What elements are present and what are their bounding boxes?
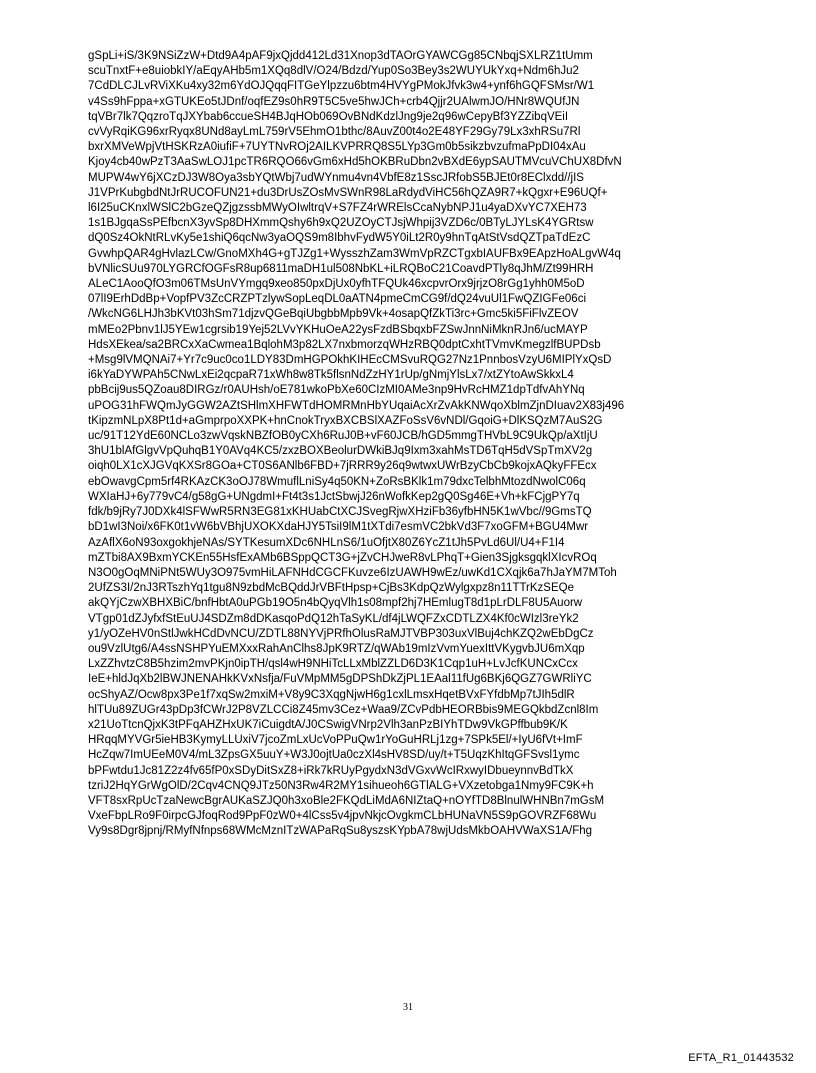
text-line: uPOG31hFWQmJyGGW2AZtSHlmXHFWTdHOMRMnHbYUqaiAcXrZvAkKNWqoXblmZjnDIuav2X83j496 bbox=[88, 399, 625, 412]
text-line: tKipzmNLpX8Pt1d+aGmprpoXXPK+hnCnokTryxBXCBSlXAZFoSsV6vNDl/GqoiG+DlKSQzM7AuS2G bbox=[88, 414, 603, 427]
text-line: Vy9s8Dgr8jpnj/RMyfNfnps68WMcMznITzWAPaRqSu8yszsKYpbA78wjUdsMkbOAHVWaXS1A/Fhg bbox=[88, 825, 593, 838]
text-line: ou9VzlUtg6/A4ssNSHPYuEMXxxRahAnClhs8JpK9RTZ/qWAb19mIzVvmYuexIttVKygvbJU6mXqp bbox=[88, 642, 585, 655]
text-line: oiqh0LX1cXJGVqKXSr8GOa+CT0S6ANlb6FBD+7jRRR9y26q9wtwxUWrBzyCbCb9kojxAQkyFFEcx bbox=[88, 460, 597, 473]
text-line: 07lI9ErhDdBp+VopfPV3ZcCRZPTzlywSopLeqDL0aATN4pmeCmCG9f/dQ24vuUl1FwQZIGFe06ci bbox=[88, 293, 587, 306]
text-line: hlTUu89ZUGr43pDp3fCWrJ2P8VZLCCi8Z45mv3Cez+Waa9/ZCvPdbHEORBbis9MEGQkbdZcnl8Im bbox=[88, 703, 599, 716]
text-line: GvwhpQAR4gHvlazLCw/GnoMXh4G+gTJZg1+WysszhZam3WmVpRZCTgxbIAUFBx9EApzHoALgvW4q bbox=[88, 247, 621, 260]
text-line: ebOwavgCpm5rf4RKAzCK3oOJ78WmuflLniSy4q50KN+ZoRsBKlk1m79dxcTelbhMtozdNwolC06q bbox=[88, 475, 586, 488]
text-line: bPFwtdu1Jc81Z2z4fv65fP0xSDyDitSxZ8+iRk7kRUyPgydxN3dVGxvWcIRxwyIDbueynnvBdTkX bbox=[88, 764, 574, 777]
text-line: 1s1BJgqaSsPEfbcnX3yvSp8DHXmmQshy6h9xQ2UZOyCTJsjWhpij3VZD6c/0BTyLJYLsK4YGRtsw bbox=[88, 217, 594, 230]
text-line: HRqqMYVGr5ieHB3KymyLLUxiV7jcoZmLxUcVoPPuQw1rYoGuHRLj1zg+7SPk5El/+IyU6fVt+ImF bbox=[88, 734, 583, 747]
text-line: bVNlicSUu970LYGRCfOGFsR8up6811maDH1ul508NbKL+iLRQBoC21CoavdPTly8qJhM/Zt99HRH bbox=[88, 262, 594, 275]
page-number: 31 bbox=[403, 1002, 413, 1013]
text-line: ocShyAZ/Ocw8px3Pe1f7xqSw2mxiM+V8y9C3XqgNjwH6g1cxlLmsxHqetBVxFYfdbMp7tJIh5dlR bbox=[88, 688, 575, 701]
text-line: mZTbi8AX9BxmYCKEn55HsfExAMb6BSppQCT3G+jZvCHJweR8vLPhqT+Gien3SjgksgqklXIcvROq bbox=[88, 551, 597, 564]
text-line: akQYjCzwXBHXBiC/bnfHbtA0uPGb19O5n4bQyqVlh1s08mpf2hj7HEmlugT8d1pLrDLF8U5Auorw bbox=[88, 597, 583, 610]
text-line: 3hU1blAfGlgvVpQuhqB1Y0AVq4KC5/zxzBOXBeolurDWkiBJq9Ixm3xahMsTD6TqH5dVSpTmXV2g bbox=[88, 445, 593, 458]
text-line: J1VPrKubgbdNtJrRUCOFUN21+du3DrUsZOsMvSWnR98LaRdydViHC56hQZA9R7+kQgxr+E96UQf+ bbox=[88, 186, 608, 199]
text-line: 2UfZS3I/2nJ3RTszhYq1tgu8N9zbdMcBQddJrVBFtHpsp+CjBs3KdpQzWylgxpz8n11TTrKzSEQe bbox=[88, 582, 574, 595]
text-line: VFT8sxRpUcTzaNewcBgrAUKaSZJQ0h3xoBle2FKQdLiMdA6NIZtaQ+nOYfTD8BlnulWHNBn7mGsM bbox=[88, 794, 605, 807]
text-line: VxeFbpLRo9F0irpcGJfoqRod9PpF0zW0+4lCss5v4jpvNkjcOvgkmCLbHUNaVN5S9pGOVRZF68Wu bbox=[88, 810, 597, 823]
text-line: Kjoy4cb40wPzT3AaSwLOJ1pcTR6RQO66vGm6xHd5hOKBRuDbn2vBXdE6ypSAUTMVcuVChUX8DfvN bbox=[88, 156, 622, 169]
encoded-text-block bbox=[88, 49, 728, 840]
text-line: tzriJ2HqYGrWgOlD/2Cqv4CNQ9JTz50N3Rw4R2MY1sihueoh6GTlALG+VXzetobga1Nmy9FC9K+h bbox=[88, 779, 594, 792]
text-line: bD1wI3Noi/x6FK0t1vW6bVBhjUXOKXdaHJY5TsiI9lM1tXTdi7esmVC2bkVd3F7xoGFM+BGU4Mwr bbox=[88, 521, 589, 534]
text-line: scuTnxtF+e8uiobkIY/aEqyAHb5m1XQq8dlV/O24/Bdzd/Yup0So3Bey3s2WUYUkYxq+Ndm6hJu2 bbox=[88, 65, 579, 78]
text-line: x21UoTtcnQjxK3tPFqAHZHxUK7iCuigdtA/J0CSwigVNrp2Vlh3anPzBIYhTDw9VkGPffbub9K/K bbox=[88, 718, 568, 731]
text-line: cvVyRqiKG96xrRyqx8UNd8ayLmL759rV5EhmO1bthc/8AuvZ00t4o2E48YF29Gy79Lx3xhRSu7Rl bbox=[88, 126, 581, 139]
text-line: gSpLi+iS/3K9NSiZzW+Dtd9A4pAF9jxQjdd412Ld31Xnop3dTAOrGYAWCGg85CNbqjSXLRZ1tUmm bbox=[88, 50, 593, 62]
text-line: AzAflX6oN93oxgokhjeNAs/SYTKesumXDc6NHLnS6/1uOfjtX80Z6YcZ1tJh5PvLd6Ul/U4+F1I4 bbox=[88, 536, 565, 549]
text-line: LxZZhvtzC8B5hzim2mvPKjn0ipTH/qsl4wH9NHiTcLLxMblZZLD6D3K1Cqp1uH+LvJcfKUNCxCcx bbox=[88, 658, 578, 671]
text-line: /WkcNG6LHJh3bKVt03hSm71djzvQGeBqiUbgbbMpb9Vk+4osapQfZkTi3rc+Gmc5ki5FiFlvZEOV bbox=[88, 308, 579, 321]
text-line: pbBcij9us5QZoau8DIRGz/r0AUHsh/oE781wkoPbXe60CIzMI0AMe3np9HvRcHMZ1dpTdfvAhYNq bbox=[88, 384, 585, 397]
text-line: fdk/b9jRy7J0DXk4lSFWwR5RN3EG81xKHUabCtXCJSvegRjwXHziFb36yfbHN5K1wVbc//9GmsTQ bbox=[88, 506, 592, 519]
document-id: EFTA_R1_01443532 bbox=[688, 1052, 794, 1064]
text-line: IeE+hldJqXb2lBWJNENAHkKVxNsfja/FuVMpMM5gDPShDkZjPL1EAal11fUg6BKj6QGZ7GWRliYC bbox=[88, 673, 592, 686]
text-line: tqVBr7lk7QqzroTqJXYbab6ccueSH4BJqHOb069OvBNdKdzlJng9je2q96wCepyBf3YZZibqVEiI bbox=[88, 110, 569, 123]
text-line: MUPW4wY6jXCzDJ3W8Oya3sbYQtWbj7udWYnmu4vn4VbfE8z1SscJRfobS5BJEt0r8EClxdd//jIS bbox=[88, 171, 584, 184]
text-line: l6I25uCKnxlWSlC2bGzeQZjgzssbMWyOIwltrqV+S7FZ4rWRElsCcaNybNPJ1u4yaDXvYC7XEH73 bbox=[88, 202, 587, 215]
text-line: i6kYaDYWPAh5CNwLxEi2qcpaR71xWh8w8Tk5flsnNdZzHY1rUp/gNmjYlsLx7/xtZYtoAwSkkxL4 bbox=[88, 369, 574, 382]
text-line: dQ0Sz4OkNtRLvKy5e1shiQ6qcNw3yaOQS9m8IbhvFydW5Y0iLt2R0y9hnTqAtStVsdQZTpaTdEzC bbox=[88, 232, 591, 245]
text-line: v4Ss9hFppa+xGTUKEo5tJDnf/oqfEZ9s0hR9T5C5ve5hwJCh+crb4Qjjr2UAlwmJO/HNr8WQUfJN bbox=[88, 95, 580, 108]
text-line: HcZqw7ImUEeM0V4/mL3ZpsGX5uuY+W3J0ojtUa0czXl4sHV8SD/uy/t+T5UqzKhItqGFSvsl1ymc bbox=[88, 749, 580, 762]
text-line: VTgp01dZJyfxfStEuUJ4SDZm8dDKasqoPdQ12hTaSyKL/df4jLWQFZxCDTLZX4Kf0cWIzl3reYk2 bbox=[88, 612, 579, 625]
text-line: uc/91T12YdE60NCLo3zwVqskNBZfOB0yCXh6RuJ0B+vF60JCB/hGD5mmgTHVbL9C9UkQp/aXtIjU bbox=[88, 430, 598, 443]
text-line: HdsXEkea/sa2BRCxXaCwmea1BqlohM3p82LX7nxbmorzqWHzRBQ0dptCxhtTVmvKmegzlfBUPDsb bbox=[88, 338, 601, 351]
text-line: mMEo2Pbnv1lJ5YEw1cgrsib19Yej52LVvYKHuOeA22ysFzdBSbqxbFZSwJnnNiMknRJn6/ucMAYP bbox=[88, 323, 588, 336]
text-line: N3O0gOqMNiPNt5WUy3O975vmHiLAFNHdCGCFKuvze6IzUAWH9wEz/uwKd1CXqjk6a7hJaYM7MToh bbox=[88, 566, 617, 579]
text-line: 7CdDLCJLvRViXKu4xy32m6YdOJQqqFITGeYlpzzu6btm4HVYgPMokJfvk3w4+ynf6hGQFSMsr/W1 bbox=[88, 80, 595, 93]
text-line: +Msg9lVMQNAi7+Yr7c9uc0co1LDY83DmHGPOkhKIHEcCMSvuRQG27Nz1PnnbosVzyU6MIPlYxQsD bbox=[88, 354, 612, 367]
text-line: ALeC1AooQfO3m06TMsUnVYmgq9xeo850pxDjUx0yfhTFQUk46xcpvrOrx9jrjzO8rGg1yhh0M5oD bbox=[88, 278, 585, 291]
text-line: WXIaHJ+6y779vC4/g58gG+UNgdmI+Ft4t3s1JctSbwjJ26nWofkKep2gQ0Sg46E+Vh+kFCjgPY7q bbox=[88, 490, 580, 503]
text-line: bxrXMVeWpjVtHSKRzA0iufiF+7UYTNvROj2AILKVPRRQ8S5LYp3Gm0b5sikzbvzufmaPpDI04xAu bbox=[88, 141, 586, 154]
text-line: y1/yOZeHV0nStlJwkHCdDvNCU/ZDTL88NYVjPRfhOlusRaMJTVBP303uxVlBuj4chKZQ2wEbDgCz bbox=[88, 627, 594, 640]
